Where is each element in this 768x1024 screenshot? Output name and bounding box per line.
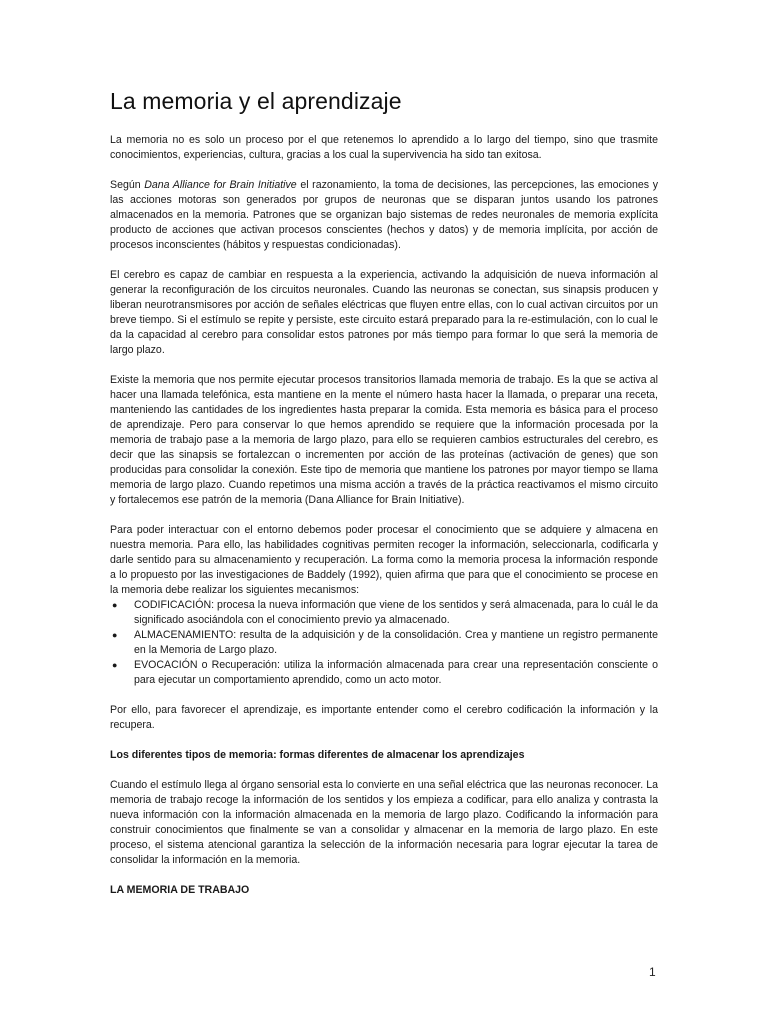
paragraph-stimulus: Cuando el estímulo llega al órgano sensorial esta lo convierte en una señal eléctrica que las neuronas reconocer. La memoria de trabajo recoge la información de los sentidos y los empieza a codificar, para ello analiza y contrasta la nueva información con la información almacenada en la memoria de largo plazo. Codificando la información para construir conocimientos que finalmente se van a consolidar y almacenar en la memoria de largo plazo. En este proceso, el sistema atencional garantiza la selección de la información necesaria para lograr ejecutar la tarea de consolidar la información en la memoria. xyxy=(110,779,658,866)
page-title: La memoria y el aprendizaje xyxy=(110,88,402,114)
list-item-text: CODIFICACIÓN: procesa la nueva información que viene de los sentidos y será almacenada, para lo cuál le da significado asociándola con el conocimiento previo ya almacenado. xyxy=(134,599,658,626)
paragraph-dana xyxy=(110,178,658,253)
paragraph-brain-change: El cerebro es capaz de cambiar en respuesta a la experiencia, activando la adquisición de nueva información al generar la reconfiguración de los circuitos neuronales. Cuando las neuronas se conectan, sus sinapsis producen y liberan neurotransmisores por acción de señales eléctricas que fluyen entre ellas, con lo cual activan circuitos por un breve tiempo. Si el estímulo se repite y persiste, este circuito estará preparado para la re-estimulación, con lo cual le da la capacidad al cerebro para consolidar estos patrones por más tiempo para formar lo que será la memoria de largo plazo. xyxy=(110,269,658,356)
paragraph-conclusion: Por ello, para favorecer el aprendizaje, es importante entender como el cerebro codificación la información y la recupera. xyxy=(110,704,658,731)
section-heading-working-memory: LA MEMORIA DE TRABAJO xyxy=(110,884,250,896)
list-item xyxy=(110,598,658,628)
bullet-icon: ● xyxy=(112,660,118,670)
mechanisms-list xyxy=(110,598,658,688)
list-item-text: ALMACENAMIENTO: resulta de la adquisición y de la consolidación. Crea y mantiene un registro permanente en la Memoria de Largo plazo. xyxy=(134,629,658,656)
paragraph-intro: La memoria no es solo un proceso por el que retenemos lo aprendido a lo largo del tiempo, sino que trasmite conocimientos, experiencias, cultura, gracias a los cual la supervivencia ha sido tan exitosa. xyxy=(110,134,658,161)
bullet-icon: ● xyxy=(112,630,118,640)
paragraph-processing: Para poder interactuar con el entorno debemos poder procesar el conocimiento que se adquiere y almacena en nuestra memoria. Para ello, las habilidades cognitivas permiten recoger la información, seleccionarla, codificarla y darle sentido para su almacenamiento y recuperación. La forma como la memoria procesa la información responde a lo propuesto por las investigaciones de Baddely (1992), quien afirma que para que el conocimiento se procese en la memoria debe realizar los siguientes mecanismos: xyxy=(110,524,658,596)
document-page xyxy=(110,88,658,913)
page-number: 1 xyxy=(649,965,656,979)
list-item xyxy=(110,628,658,658)
list-item-text: EVOCACIÓN o Recuperación: utiliza la información almacenada para crear una representación consciente o para ejecutar un comportamiento aprendido, como un acto motor. xyxy=(134,659,658,686)
paragraph-dana-pre: Según xyxy=(110,179,145,191)
section-heading-memory-types: Los diferentes tipos de memoria: formas diferentes de almacenar los aprendizajes xyxy=(110,749,525,761)
bullet-icon: ● xyxy=(112,600,118,610)
paragraph-dana-post: el razonamiento, la toma de decisiones, las percepciones, las emociones y las acciones motoras son generados por grupos de neuronas que se disparan juntos usando los patrones almacenados en la memoria. Patrones que se organizan bajo sistemas de redes neuronales de memoria explícita producto de acciones que activan procesos conscientes (hechos y datos) y de memoria implícita, por acción de procesos inconscientes (hábitos y respuestas condicionadas). xyxy=(110,179,658,251)
list-item xyxy=(110,658,658,688)
paragraph-working-memory: Existe la memoria que nos permite ejecutar procesos transitorios llamada memoria de trabajo. Es la que se activa al hacer una llamada telefónica, esta mantiene en la mente el número hasta hacer la llamada, o preparar una receta, manteniendo las cantidades de los ingredientes hasta preparar la comida. Esta memoria es básica para el proceso de aprendizaje. Pero para conservar lo que hemos aprendido se requiere que la información procesada por la memoria de trabajo pase a la memoria de largo plazo, para ello se requieren cambios estructurales del cerebro, es decir que las sinapsis se fortalezcan o incrementen por acción de las proteínas (activación de genes) que son producidas para consolidar la conexión. Este tipo de memoria que mantiene los patrones por mayor tiempo se llama memoria de largo plazo. Cuando repetimos una misma acción a través de la práctica reactivamos el mismo circuito y fortalecemos ese patrón de la memoria (Dana Alliance for Brain Initiative). xyxy=(110,374,658,506)
dana-alliance-title: Dana Alliance for Brain Initiative xyxy=(144,179,297,191)
